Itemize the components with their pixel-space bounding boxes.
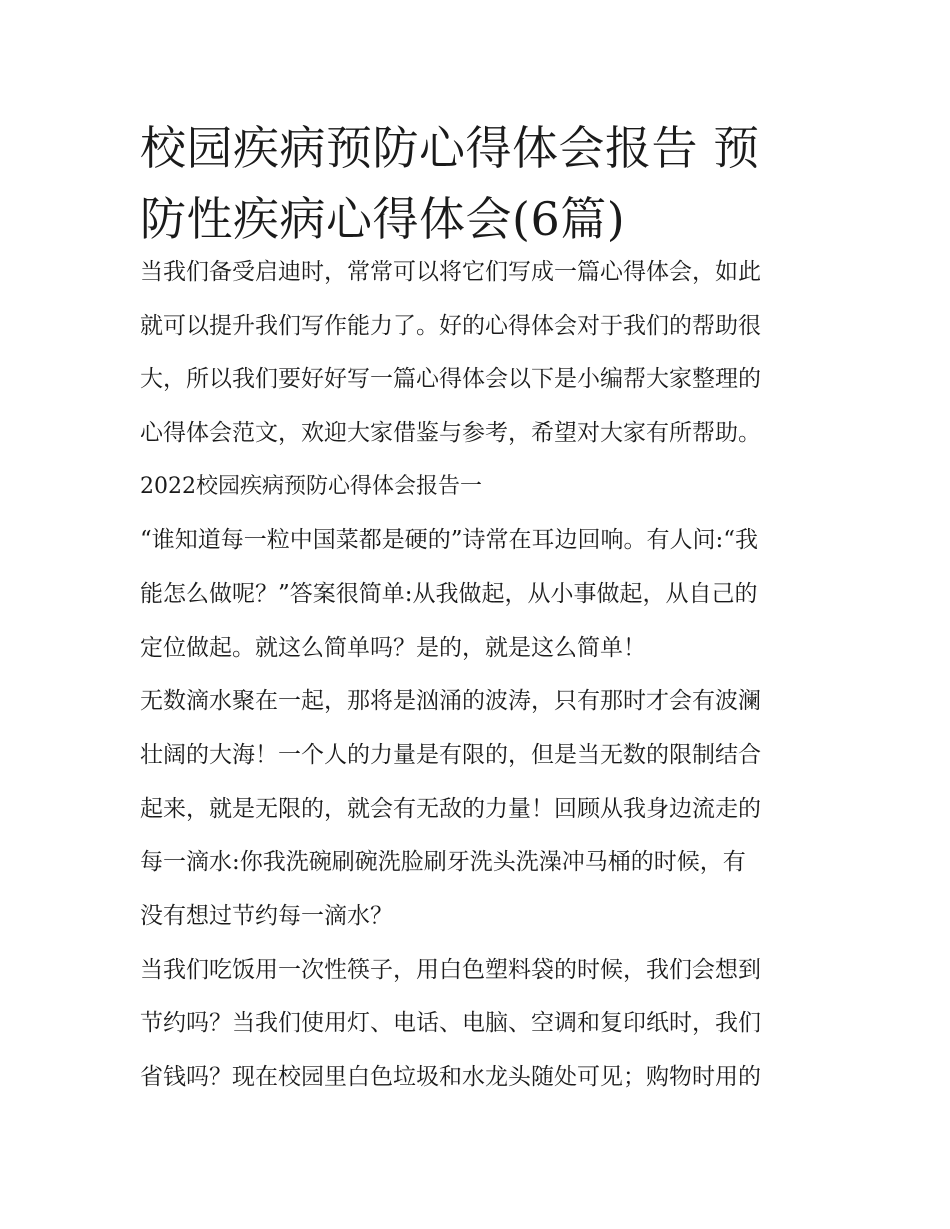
body-line-7: 能怎么做呢？”答案很简单:从我做起，从小事做起，从自己的	[140, 581, 758, 607]
body-line-9: 无数滴水聚在一起，那将是汹涌的波涛，只有那时才会有波澜	[140, 688, 761, 714]
body-line-15: 节约吗？当我们使用灯、电话、电脑、空调和复印纸时，我们	[140, 1010, 761, 1036]
body-line-2: 就可以提升我们写作能力了。好的心得体会对于我们的帮助很	[140, 313, 761, 339]
body-line-6: “谁知道每一粒中国菜都是硬的”诗常在耳边回响。有人问:“我	[140, 527, 759, 553]
body-line-14: 当我们吃饭用一次性筷子，用白色塑料袋的时候，我们会想到	[140, 957, 761, 983]
title-line-1: 校园疾病预防心得体会报告 预	[140, 121, 760, 175]
body-line-11: 起来，就是无限的，就会有无敌的力量！回顾从我身边流走的	[140, 796, 761, 822]
body-line-8: 定位做起。就这么简单吗？是的，就是这么简单！	[140, 635, 646, 661]
body-line-10: 壮阔的大海！一个人的力量是有限的，但是当无数的限制结合	[140, 742, 761, 768]
body-line-4: 心得体会范文，欢迎大家借鉴与参考，希望对大家有所帮助。	[140, 420, 761, 446]
body-line-3: 大，所以我们要好好写一篇心得体会以下是小编帮大家整理的	[140, 366, 761, 392]
body-line-16: 省钱吗？现在校园里白色垃圾和水龙头随处可见；购物时用的	[140, 1064, 761, 1090]
document-title	[140, 113, 820, 255]
section-heading: 2022校园疾病预防心得体会报告一	[140, 474, 482, 499]
body-line-1: 当我们备受启迪时，常常可以将它们写成一篇心得体会，如此	[140, 259, 761, 285]
title-line-2: 防性疾病心得体会(6篇)	[140, 192, 626, 246]
body-line-13: 没有想过节约每一滴水？	[140, 903, 393, 929]
body-line-12: 每一滴水:你我洗碗刷碗洗脸刷牙洗头洗澡冲马桶的时候，有	[140, 849, 746, 875]
